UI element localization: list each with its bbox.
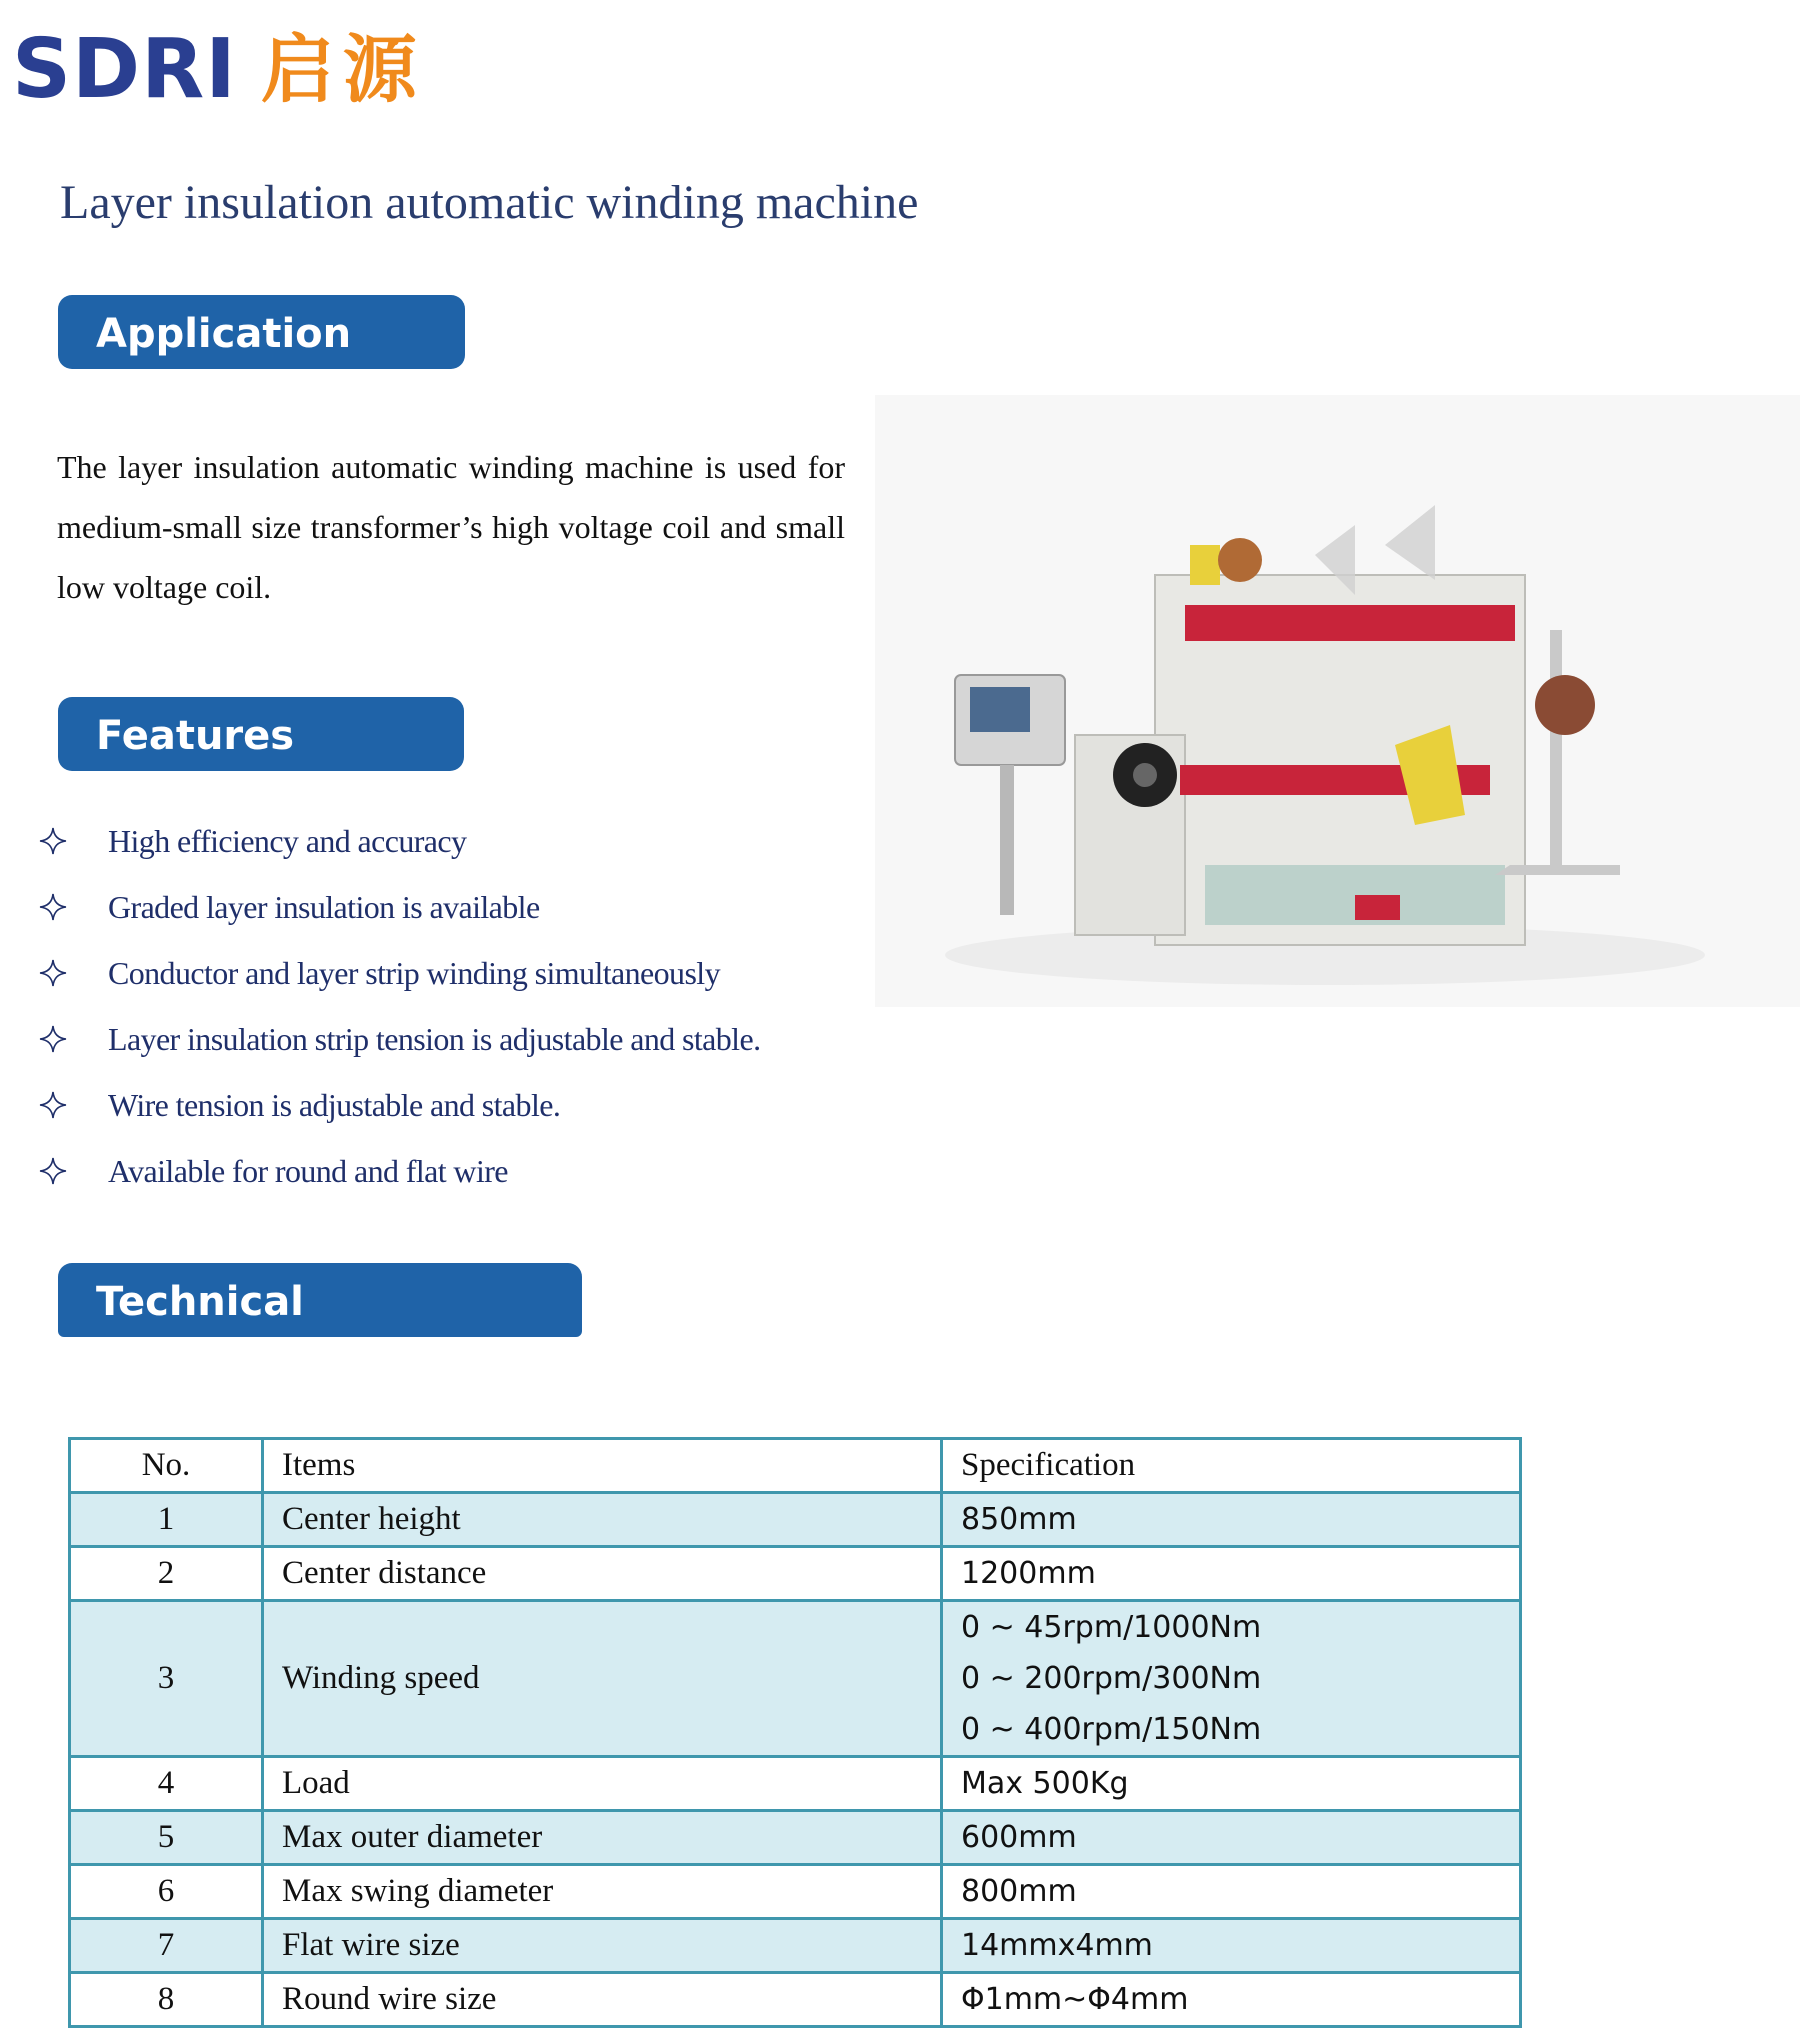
logo-cjk-text: 启源	[260, 27, 425, 113]
row-item: Round wire size	[263, 1973, 942, 2027]
row-spec: 800mm	[942, 1865, 1521, 1919]
table-row	[70, 1757, 1521, 1811]
table-header-row	[70, 1439, 1521, 1493]
row-no: 8	[70, 1973, 263, 2027]
spec-banner: Technical Specifcation	[58, 1263, 582, 1337]
row-no: 4	[70, 1757, 263, 1811]
application-banner: Application	[58, 295, 465, 369]
row-item: Winding speed	[263, 1601, 942, 1757]
row-no: 5	[70, 1811, 263, 1865]
features-banner: Features	[58, 697, 464, 771]
row-spec: 600mm	[942, 1811, 1521, 1865]
features-list	[38, 808, 760, 1204]
row-no: 2	[70, 1547, 263, 1601]
header-no: No.	[70, 1439, 263, 1493]
feature-item	[38, 1072, 760, 1138]
row-no: 3	[70, 1601, 263, 1757]
table-row	[70, 1493, 1521, 1547]
four-point-star-icon	[38, 1156, 68, 1186]
spec-line: 0 ~ 45rpm/1000Nm	[961, 1610, 1262, 1645]
logo-latin-text: SDRI	[12, 22, 237, 117]
header-specification: Specification	[942, 1439, 1521, 1493]
spec-line: 0 ~ 400rpm/150Nm	[961, 1712, 1262, 1747]
table-row	[70, 1973, 1521, 2027]
row-spec: 1200mm	[942, 1547, 1521, 1601]
table-row	[70, 1811, 1521, 1865]
row-spec: 850mm	[942, 1493, 1521, 1547]
feature-text: Conductor and layer strip winding simultaneously	[108, 954, 720, 991]
spec-line: 0 ~ 200rpm/300Nm	[961, 1661, 1262, 1696]
feature-item	[38, 940, 760, 1006]
row-no: 1	[70, 1493, 263, 1547]
feature-item	[38, 808, 760, 874]
winding-machine-photo	[875, 395, 1800, 1007]
feature-item	[38, 1138, 760, 1204]
four-point-star-icon	[38, 892, 68, 922]
company-logo	[12, 22, 425, 117]
row-no: 6	[70, 1865, 263, 1919]
table-row	[70, 1601, 1521, 1757]
row-item: Center distance	[263, 1547, 942, 1601]
feature-text: High efficiency and accuracy	[108, 822, 467, 859]
row-spec: 14mmx4mm	[942, 1919, 1521, 1973]
feature-item	[38, 874, 760, 940]
table-row	[70, 1547, 1521, 1601]
feature-text: Layer insulation strip tension is adjustable and stable.	[108, 1020, 761, 1057]
four-point-star-icon	[38, 1024, 68, 1054]
row-item: Flat wire size	[263, 1919, 942, 1973]
row-spec	[942, 1601, 1521, 1757]
table-row	[70, 1919, 1521, 1973]
feature-text: Graded layer insulation is available	[108, 888, 540, 925]
page-title: Layer insulation automatic winding machine	[60, 176, 919, 229]
four-point-star-icon	[38, 826, 68, 856]
table-row	[70, 1865, 1521, 1919]
row-item: Max outer diameter	[263, 1811, 942, 1865]
row-item: Load	[263, 1757, 942, 1811]
four-point-star-icon	[38, 958, 68, 988]
row-item: Center height	[263, 1493, 942, 1547]
feature-item	[38, 1006, 760, 1072]
row-no: 7	[70, 1919, 263, 1973]
spec-table	[68, 1437, 1522, 2028]
row-item: Max swing diameter	[263, 1865, 942, 1919]
row-spec: Φ1mm~Φ4mm	[942, 1973, 1521, 2027]
header-items: Items	[263, 1439, 942, 1493]
application-text: The layer insulation automatic winding machine is used for medium-small size transformer’s high voltage coil and small low voltage coil.	[57, 449, 845, 605]
row-spec: Max 500Kg	[942, 1757, 1521, 1811]
four-point-star-icon	[38, 1090, 68, 1120]
feature-text: Wire tension is adjustable and stable.	[108, 1086, 561, 1123]
feature-text: Available for round and flat wire	[108, 1152, 508, 1189]
